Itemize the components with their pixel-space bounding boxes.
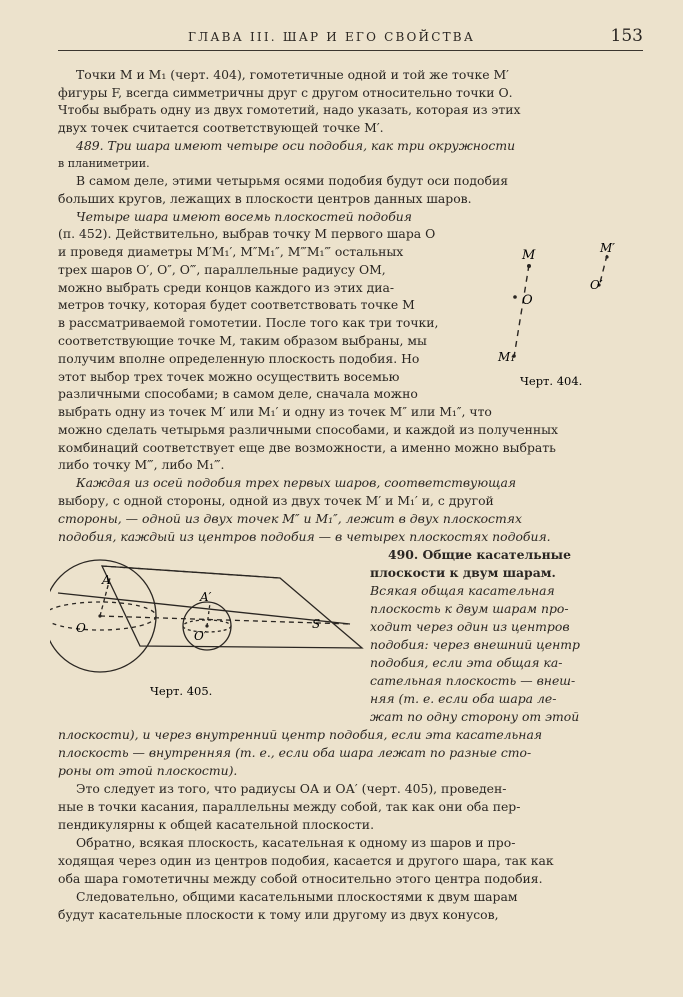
fig405-label: O (76, 621, 86, 635)
text-line: Каждая из осей подобия трех первых шаров, соответствующая (76, 475, 517, 490)
theorem-490: подобия: через внешний центр (370, 637, 580, 652)
text-line: больших кругов, лежащих в плоскости центров данных шаров. (58, 191, 472, 206)
theorem-490: плоскости), и через внутренний центр подобия, если эта касательная (58, 727, 543, 742)
running-header (58, 26, 643, 51)
theorem-490: плоскость к двум шарам про- (370, 601, 569, 616)
theorem-489: 489. Три шара имеют четыре оси подобия, как три окружности (76, 138, 516, 153)
text-line: получим вполне определенную плоскость подобия. Но (58, 351, 420, 366)
text-line: комбинаций соответствует еще две возможности, а именно можно выбрать (58, 440, 556, 455)
fig404-label: O (522, 293, 533, 308)
theorem-490: сательная плоскость — внеш- (370, 673, 576, 688)
text-line: и проведя диаметры М′М₁′, М″М₁″, М‴М₁‴ остальных (58, 244, 404, 259)
text-line: можно сделать четырьмя различными способами, и каждой из полученных (58, 422, 558, 437)
fig404-label: M′ (600, 241, 616, 255)
text-line: в рассматриваемой гомотетии. После того как три точки, (58, 315, 439, 330)
text-line: Точки М и М₁ (черт. 404), гомотетичные одной и той же точке М′ (76, 67, 509, 82)
fig405-caption: Черт. 405. (150, 684, 213, 698)
text-line: этот выбор трех точек можно осуществить восемью (58, 369, 400, 384)
fig405-label: S (312, 617, 321, 631)
text-line: подобия, каждый из центров подобия — в четырех плоскостях подобия. (58, 529, 551, 544)
fig405-label: O′ (194, 629, 207, 643)
text-line: будут касательные плоскости к тому или другому из двух конусов, (58, 907, 499, 922)
section-490-heading: плоскости к двум шарам. (370, 565, 556, 580)
text-line: выбору, с одной стороны, одной из двух точек М′ и М₁′ и, с другой (58, 493, 494, 508)
text-line: ходящая через один из центров подобия, касается и другого шара, так как (58, 853, 554, 868)
theorem-490: Всякая общая касательная (370, 583, 555, 598)
text-line: метров точку, которая будет соответствовать точке М (58, 297, 415, 312)
fig404-label: M (522, 248, 536, 263)
chapter-title: ГЛАВА III. ШАР И ЕГО СВОЙСТВА (188, 30, 476, 44)
theorem-490: жат по одну сторону от этой (370, 709, 580, 724)
text-line: различными способами; в самом деле, сначала можно (58, 386, 418, 401)
fig404-label: O′ (590, 278, 603, 292)
text-line: в планиметрии. (58, 157, 150, 170)
text-line: фигуры F, всегда симметричны друг с другом относительно точки О. (58, 85, 513, 100)
text-line: соответствующие точке М, таким образом выбраны, мы (58, 333, 427, 348)
text-line: выбрать одну из точек М′ или М₁′ и одну из точек М″ или М₁″, что (58, 404, 492, 419)
text-line: двух точек считается соответствующей точке М′. (58, 120, 384, 135)
theorem-four-spheres: Четыре шара имеют восемь плоскостей подобия (76, 209, 412, 224)
fig404-label: M₁ (498, 350, 516, 364)
section-490-heading: 490. Общие касательные (388, 547, 571, 562)
figure-404 (492, 225, 642, 405)
text-line: оба шара гомотетичны между собой относительно этого центра подобия. (58, 871, 543, 886)
text-line: трех шаров О′, О″, О‴, параллельные радиусу ОМ, (58, 262, 386, 277)
text-line: Это следует из того, что радиусы ОА и ОА′ (черт. 405), проведен- (76, 781, 507, 796)
figure-405 (50, 548, 370, 708)
theorem-490: плоскость — внутренняя (т. е., если оба шара лежат по разные сто- (58, 745, 532, 760)
text-line: ные в точки касания, параллельны между собой, так как они оба пер- (58, 799, 521, 814)
text-line: Следовательно, общими касательными плоскостями к двум шарам (76, 889, 518, 904)
text-line: стороны, — одной из двух точек М″ и М₁″, лежит в двух плоскостях (58, 511, 522, 526)
text-line: Чтобы выбрать одну из двух гомотетий, надо указать, которая из этих (58, 102, 521, 117)
theorem-490: подобия, если эта общая ка- (370, 655, 563, 670)
fig405-label: A′ (200, 590, 212, 604)
text-line: (п. 452). Действительно, выбрав точку М первого шара О (58, 226, 436, 241)
theorem-490: роны от этой плоскости). (58, 763, 238, 778)
theorem-490: ходит через один из центров (370, 619, 570, 634)
fig404-caption: Черт. 404. (520, 374, 583, 388)
page-number: 153 (610, 26, 643, 46)
text-line: В самом деле, этими четырьмя осями подобия будут оси подобия (76, 173, 509, 188)
text-line: можно выбрать среди концов каждого из этих диа- (58, 280, 395, 295)
theorem-490: няя (т. е. если оба шара ле- (370, 691, 557, 706)
fig405-label: A (102, 573, 111, 587)
text-line: пендикулярны к общей касательной плоскости. (58, 817, 375, 832)
text-line: либо точку М‴, либо М₁‴. (58, 457, 225, 472)
text-line: Обратно, всякая плоскость, касательная к одному из шаров и про- (76, 835, 516, 850)
